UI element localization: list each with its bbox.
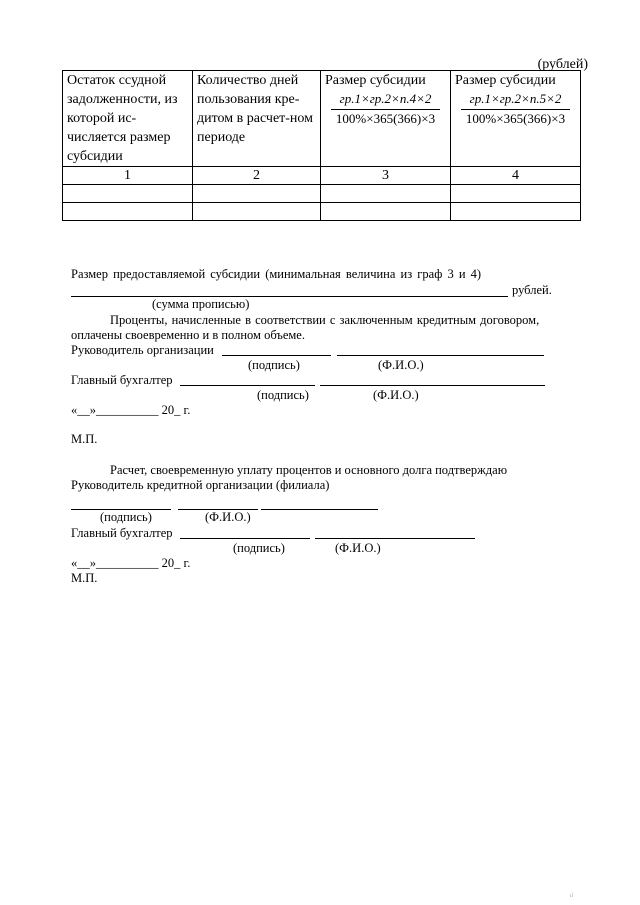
table-cell	[63, 203, 193, 221]
page-mark: ıl	[569, 893, 573, 899]
subsidy-amount-line	[71, 296, 508, 297]
header-subsidy-col4	[451, 71, 581, 167]
signature-caption: (подпись)	[257, 388, 309, 402]
bank-head-name-line	[261, 509, 378, 510]
formula-col3	[325, 91, 446, 127]
header-days-count: Количество дней пользования кре-дитом в расчет-ном периоде	[193, 71, 321, 167]
formula-col3-numerator: гр.1×гр.2×п.4×2	[339, 91, 432, 106]
bank-accountant-label: Главный бухгалтер	[71, 526, 173, 540]
org-accountant-label: Главный бухгалтер	[71, 373, 173, 387]
table-cell	[193, 203, 321, 221]
bank-date-line: «__»__________ 20_ г.	[71, 556, 191, 570]
header-subsidy-col4-label: Размер субсидии	[455, 73, 556, 88]
org-accountant-signature-line	[180, 385, 315, 386]
column-number: 1	[63, 167, 193, 185]
currency-unit: (рублей)	[537, 57, 588, 72]
formula-col4	[455, 91, 576, 127]
org-head-name-line	[337, 355, 544, 356]
subsidy-calculation-table	[62, 70, 581, 221]
column-number: 3	[321, 167, 451, 185]
column-number: 2	[193, 167, 321, 185]
table-cell	[451, 203, 581, 221]
column-number: 4	[451, 167, 581, 185]
formula-col4-denominator: 100%×365(366)×3	[465, 111, 566, 126]
interest-statement-line1: Проценты, начисленные в соответствии с заключенным кредитным договором,	[110, 313, 540, 327]
table-row	[63, 203, 581, 221]
org-head-label: Руководитель организации	[71, 343, 214, 357]
table-cell	[63, 185, 193, 203]
org-seal-mark: М.П.	[71, 432, 98, 446]
bank-seal-mark: М.П.	[71, 571, 98, 585]
column-number-row	[63, 167, 581, 185]
rubles-label: рублей.	[512, 283, 552, 297]
name-caption: (Ф.И.О.)	[378, 358, 424, 372]
name-caption: (Ф.И.О.)	[205, 510, 251, 524]
signature-caption: (подпись)	[233, 541, 285, 555]
bank-head-label: Руководитель кредитной организации (филиала)	[71, 478, 330, 492]
interest-statement-line2: оплачены своевременно и в полном объеме.	[71, 328, 305, 342]
header-subsidy-col3	[321, 71, 451, 167]
table-row	[63, 185, 581, 203]
bank-accountant-name-line	[315, 538, 475, 539]
table-cell	[193, 185, 321, 203]
signature-caption: (подпись)	[100, 510, 152, 524]
header-subsidy-col3-label: Размер субсидии	[325, 73, 426, 88]
org-date-line: «__»__________ 20_ г.	[71, 403, 191, 417]
bank-accountant-signature-line	[180, 538, 310, 539]
table-cell	[451, 185, 581, 203]
formula-col4-numerator: гр.1×гр.2×п.5×2	[469, 91, 562, 106]
name-caption: (Ф.И.О.)	[373, 388, 419, 402]
header-loan-balance: Остаток ссудной задолженности, из которой ис-числяется размер субсидии	[63, 71, 193, 167]
formula-col3-denominator: 100%×365(366)×3	[335, 111, 436, 126]
table-cell	[321, 185, 451, 203]
org-accountant-name-line	[320, 385, 545, 386]
signature-caption: (подпись)	[248, 358, 300, 372]
fraction-bar	[461, 109, 570, 110]
bank-confirmation-text: Расчет, своевременную уплату процентов и основного долга подтверждаю	[110, 463, 508, 477]
table-cell	[321, 203, 451, 221]
fraction-bar	[331, 109, 440, 110]
amount-in-words-caption: (сумма прописью)	[152, 297, 250, 311]
name-caption: (Ф.И.О.)	[335, 541, 381, 555]
org-head-signature-line	[222, 355, 331, 356]
subsidy-statement: Размер предоставляемой субсидии (минимальная величина из граф 3 и 4)	[71, 267, 482, 281]
